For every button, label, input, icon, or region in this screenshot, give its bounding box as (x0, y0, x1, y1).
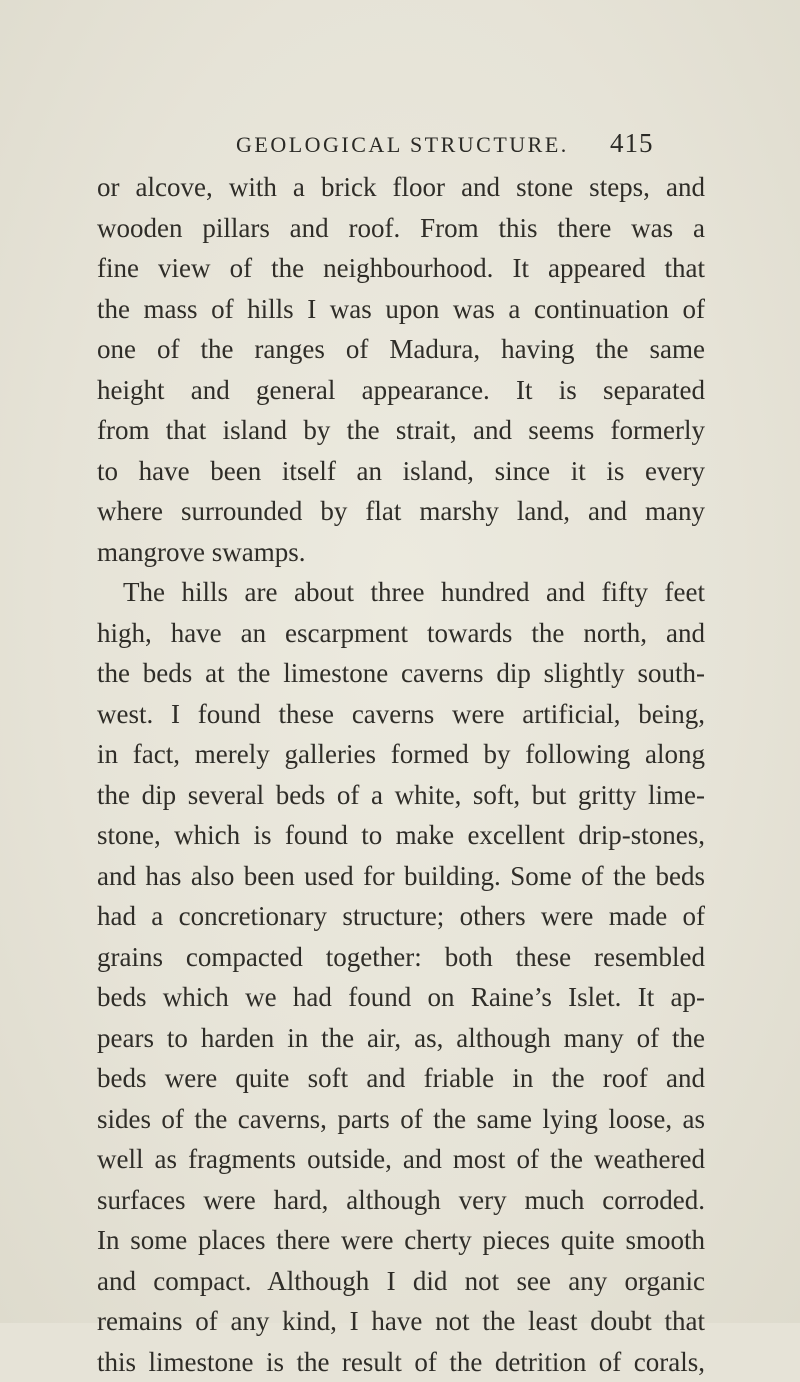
text-line: west. I found these caverns were artificial, being, (97, 694, 705, 735)
text-line: beds were quite soft and friable in the roof and (97, 1058, 705, 1099)
text-line: mangrove swamps. (97, 532, 705, 573)
text-line: stone, which is found to make excellent drip-stones, (97, 815, 705, 856)
text-line: where surrounded by flat marshy land, and many (97, 491, 705, 532)
text-line: wooden pillars and roof. From this there was a (97, 208, 705, 249)
paragraph-start-line: The hills are about three hundred and fifty feet (97, 572, 705, 613)
text-line: fine view of the neighbourhood. It appeared that (97, 248, 705, 289)
text-line: the mass of hills I was upon was a continuation of (97, 289, 705, 330)
text-line: the beds at the limestone caverns dip slightly south- (97, 653, 705, 694)
text-line: surfaces were hard, although very much corroded. (97, 1180, 705, 1221)
text-line: sides of the caverns, parts of the same lying loose, as (97, 1099, 705, 1140)
text-line: one of the ranges of Madura, having the same (97, 329, 705, 370)
text-line: the dip several beds of a white, soft, but gritty lime- (97, 775, 705, 816)
text-line: beds which we had found on Raine’s Islet. It ap- (97, 977, 705, 1018)
body-text (97, 167, 705, 1382)
text-line: from that island by the strait, and seems formerly (97, 410, 705, 451)
text-line: this limestone is the result of the detrition of corals, (97, 1342, 705, 1382)
text-line: In some places there were cherty pieces quite smooth (97, 1220, 705, 1261)
text-line: and has also been used for building. Some of the beds (97, 856, 705, 897)
text-line: well as fragments outside, and most of the weathered (97, 1139, 705, 1180)
text-line: height and general appearance. It is separated (97, 370, 705, 411)
text-line: in fact, merely galleries formed by following along (97, 734, 705, 775)
text-line: remains of any kind, I have not the least doubt that (97, 1301, 705, 1342)
text-line: and compact. Although I did not see any organic (97, 1261, 705, 1302)
text-line: high, have an escarpment towards the north, and (97, 613, 705, 654)
text-line: to have been itself an island, since it is every (97, 451, 705, 492)
page-number: 415 (610, 128, 654, 159)
text-line: grains compacted together: both these resembled (97, 937, 705, 978)
text-line: had a concretionary structure; others were made of (97, 896, 705, 937)
running-title: GEOLOGICAL STRUCTURE. (236, 132, 556, 158)
text-line: pears to harden in the air, as, although many of the (97, 1018, 705, 1059)
text-line: or alcove, with a brick floor and stone steps, and (97, 167, 705, 208)
